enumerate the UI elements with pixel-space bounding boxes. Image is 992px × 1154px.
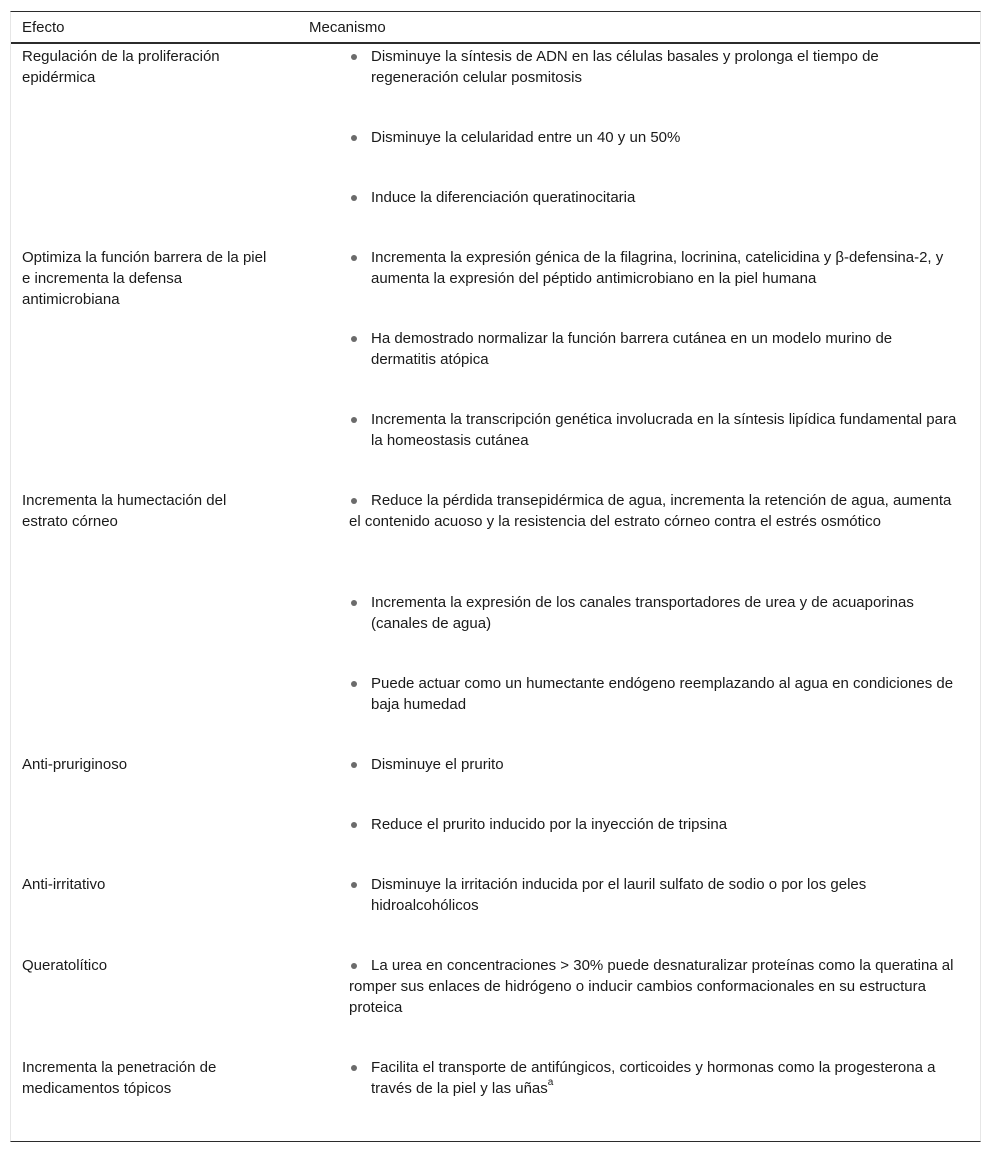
effect-cell: Optimiza la función barrera de la piel e incrementa la defensa antimicrobiana — [22, 249, 267, 308]
bullet-icon — [351, 822, 357, 828]
effect-cell: Anti-irritativo — [22, 876, 106, 893]
header-mechanism: Mecanismo — [309, 19, 386, 36]
bullet-icon — [351, 600, 357, 606]
mechanism-item: Reduce la pérdida transepidérmica de agua, incrementa la retención de agua, aumenta el contenido acuoso y la resistencia del estrato córneo contra el estrés osmótico — [349, 492, 952, 530]
effects-table — [10, 11, 981, 1142]
bullet-icon — [351, 498, 357, 504]
header-effect: Efecto — [22, 19, 65, 36]
bullet-icon — [351, 762, 357, 768]
bullet-icon — [351, 681, 357, 687]
mechanism-item: Incrementa la expresión génica de la filagrina, locrinina, catelicidina y β-defensina-2, y aumenta la expresión del péptido antimicrobiano en la piel humana — [349, 247, 959, 289]
effect-cell: Anti-pruriginoso — [22, 756, 128, 773]
mechanism-item: Facilita el transporte de antifúngicos, corticoides y hormonas como la progesterona a través de la piel y las uñas$^a$ — [349, 1057, 959, 1099]
mechanism-item: Disminuye el prurito — [349, 754, 959, 775]
bullet-icon — [351, 336, 357, 342]
mechanism-item: Ha demostrado normalizar la función barrera cutánea en un modelo murino de dermatitis atópica — [349, 328, 959, 370]
effect-cell: Regulación de la proliferación epidérmica — [22, 48, 220, 86]
bullet-icon — [351, 1065, 357, 1071]
bullet-icon — [351, 195, 357, 201]
effect-cell: Incrementa la penetración de medicamentos tópicos — [22, 1059, 217, 1097]
footnote-marker: a — [547, 1077, 554, 1088]
bullet-icon — [351, 882, 357, 888]
mechanism-item: Induce la diferenciación queratinocitaria — [349, 187, 959, 208]
effect-cell: Queratolítico — [22, 957, 108, 974]
table-header — [11, 12, 980, 44]
mechanism-item: La urea en concentraciones > 30% puede desnaturalizar proteínas como la queratina al romper sus enlaces de hidrógeno o inducir cambios conformacionales en su estructura proteica — [349, 957, 954, 1016]
mechanism-item: Puede actuar como un humectante endógeno reemplazando al agua en condiciones de baja humedad — [349, 673, 959, 715]
bullet-icon — [351, 135, 357, 141]
bullet-icon — [351, 255, 357, 261]
effect-cell: Incrementa la humectación del estrato córneo — [22, 492, 227, 530]
mechanism-item: Incrementa la expresión de los canales transportadores de urea y de acuaporinas (canales de agua) — [349, 592, 959, 634]
mechanism-item: Reduce el prurito inducido por la inyección de tripsina — [349, 814, 959, 835]
bullet-icon — [351, 54, 357, 60]
bullet-icon — [351, 417, 357, 423]
mechanism-item: Disminuye la celularidad entre un 40 y un 50% — [349, 127, 959, 148]
mechanism-item: Disminuye la síntesis de ADN en las células basales y prolonga el tiempo de regeneración celular posmitosis — [349, 46, 959, 88]
mechanism-item: Disminuye la irritación inducida por el lauril sulfato de sodio o por los geles hidroalcohólicos — [349, 874, 959, 916]
mechanism-item: Incrementa la transcripción genética involucrada en la síntesis lipídica fundamental para la homeostasis cutánea — [349, 409, 959, 451]
bullet-icon — [351, 963, 357, 969]
